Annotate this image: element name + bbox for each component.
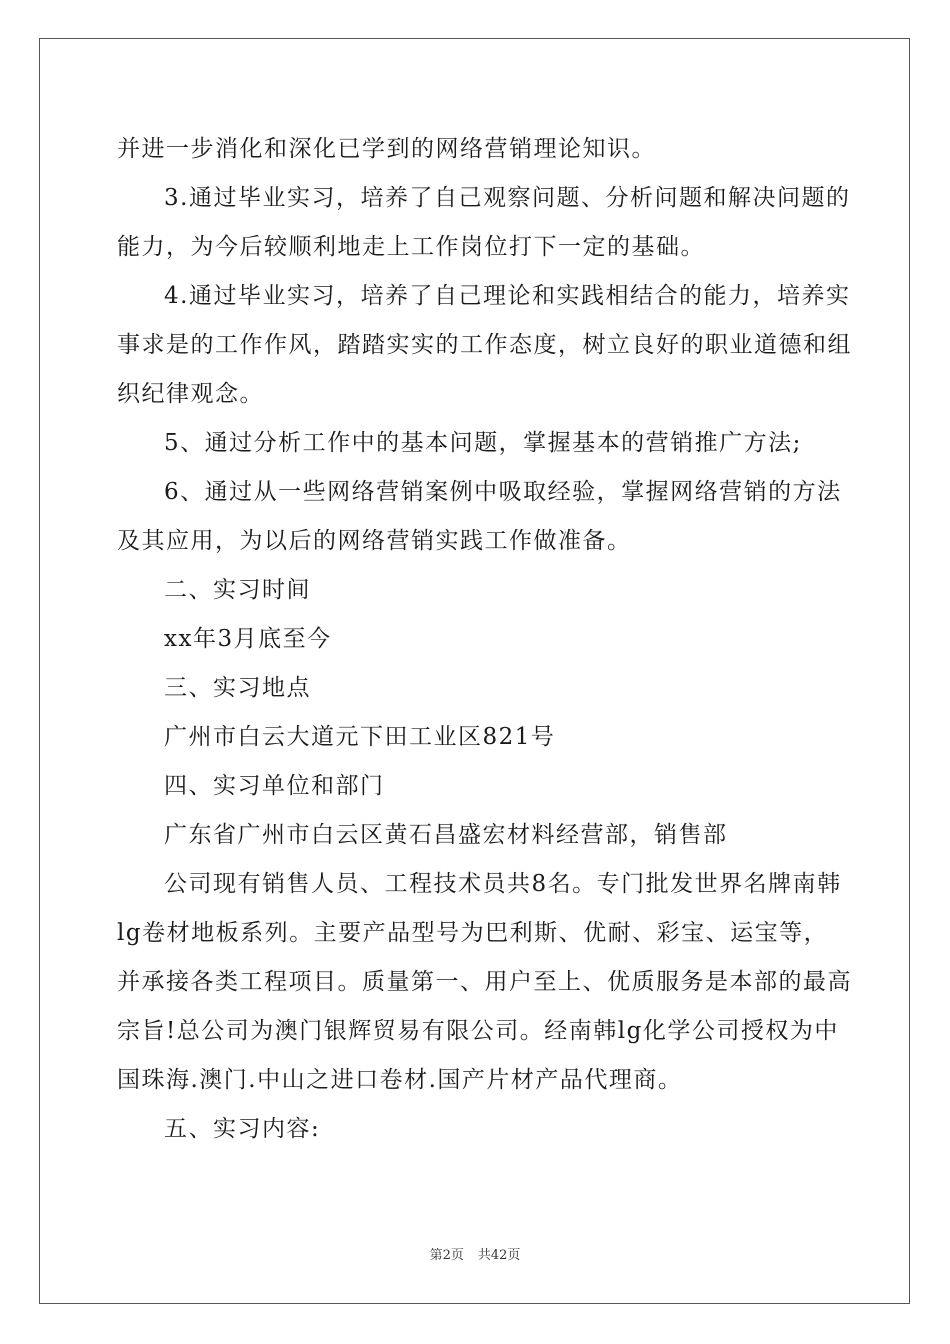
page-number: 第2页 — [429, 1248, 464, 1263]
text-line: 并进一步消化和深化已学到的网络营销理论知识。 — [117, 136, 656, 162]
text-line: xx年3月底至今 — [164, 626, 332, 652]
text-line: 公司现有销售人员、工程技术员共8名。专门批发世界名牌南韩 — [164, 871, 842, 897]
text-line: 事求是的工作作风，踏踏实实的工作态度，树立良好的职业道德和组 — [117, 332, 852, 358]
text-line: 6、通过从一些网络营销案例中吸取经验，掌握网络营销的方法 — [164, 479, 842, 505]
text-line: 宗旨!总公司为澳门银辉贸易有限公司。经南韩lg化学公司授权为中 — [117, 1018, 839, 1044]
text-line: 能力，为今后较顺利地走上工作岗位打下一定的基础。 — [117, 234, 705, 260]
text-line: 3.通过毕业实习，培养了自己观察问题、分析问题和解决问题的 — [164, 185, 851, 211]
page-footer — [0, 1244, 950, 1263]
text-line: 并承接各类工程项目。质量第一、用户至上、优质服务是本部的最高 — [117, 969, 852, 995]
text-line: 织纪律观念。 — [117, 381, 264, 407]
document-body — [117, 125, 852, 1154]
page-total: 共42页 — [477, 1248, 521, 1263]
text-line: 广东省广州市白云区黄石昌盛宏材料经营部，销售部 — [164, 822, 728, 848]
text-line: 国珠海.澳门.中山之进口卷材.国产片材产品代理商。 — [117, 1067, 683, 1093]
text-line: 四、实习单位和部门 — [164, 773, 385, 799]
text-line: 三、实习地点 — [164, 675, 311, 701]
text-line: 5、通过分析工作中的基本问题，掌握基本的营销推广方法; — [164, 430, 802, 456]
text-line: 及其应用，为以后的网络营销实践工作做准备。 — [117, 528, 632, 554]
text-line: 广州市白云大道元下田工业区821号 — [164, 724, 556, 750]
text-line: 4.通过毕业实习，培养了自己理论和实践相结合的能力，培养实 — [164, 283, 851, 309]
text-line: lg卷材地板系列。主要产品型号为巴利斯、优耐、彩宝、运宝等， — [117, 920, 829, 946]
text-line: 五、实习内容: — [164, 1116, 321, 1142]
text-line: 二、实习时间 — [164, 577, 311, 603]
